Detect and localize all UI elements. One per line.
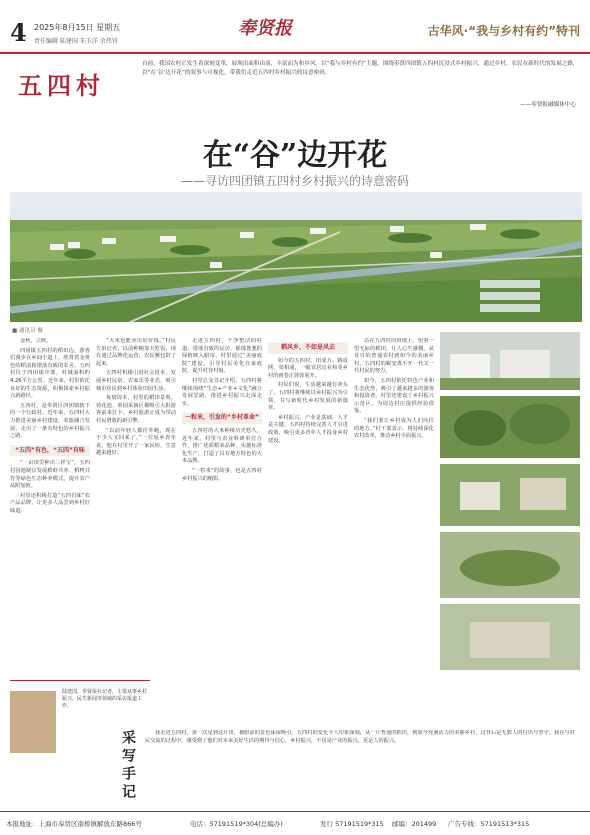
aerial-village-photo	[10, 192, 582, 322]
column-paragraph: 村里还积极打造“五四有味”农产品品牌，让更多人品尝到乡村好味道。	[10, 492, 90, 514]
section-heading: 一粒米，引发的“乡村革命”	[182, 412, 262, 424]
village-name: 五四村	[18, 71, 105, 100]
footer-address: 本报地址：上海市奉贤区南桥镇解放东路866号	[6, 820, 142, 828]
essay-title: 采写手记	[120, 730, 136, 802]
newspaper-logo: 奉贤报	[238, 18, 292, 39]
footer-tel: 电话：57191519*304(总编办)	[190, 820, 283, 828]
editors-line: 责任编辑 陆建国 朱玉洋 余伟钊	[34, 38, 118, 45]
inset-photos-image	[440, 332, 580, 670]
essay-paragraph: 我走进五四村，第一次见到这片田，被眼前的景色深深吸引。五四村的变化令人印象深刻，从一片普通的稻田，到如今充满活力的美丽乡村，这背后是无数人的付出与坚守。我在与村民交流的过程中，感受到了他们对未来美好生活的期待与信心。乡村振兴，不仅是产业的振兴，更是人的振兴。	[145, 730, 575, 744]
journalist-portrait	[10, 691, 56, 753]
column-paragraph: “大米也能卖出好价钱。”村民告诉记者，以前种粮靠天吃饭，现在通过品牌化运营，农民腰包鼓了起来。	[96, 338, 176, 367]
column-paragraph: “以前年轻人都往外跑，现在不少人又回来了。”一位返乡青年说，他在村里开了一家民宿，生意越来越好。	[96, 427, 176, 457]
column-paragraph: 金秋，立秋。	[20, 338, 52, 344]
column-paragraph: 五四村的大米种植历史悠久。近年来，村里与农业科研单位合作，推广优质稻米品种，实施标准化生产，打造了具有地方特色的大米品牌。	[182, 427, 262, 465]
column-paragraph: 走进五四村，干净整洁的村道、错落有致的民居、郁郁葱葱的绿植映入眼帘。村里通过“美丽庭院”建设，引导村民美化自家庭院，提升村容村貌。	[182, 338, 262, 375]
column-paragraph: 村党总支书记介绍，五四村将继续围绕“生态+产业+文化”融合发展思路，推进乡村振兴走深走实。	[182, 377, 262, 407]
journalist-note: 陆建国，奉贤报社记者，主要从事乡村振兴、民生新闻等领域的采访报道工作。	[62, 689, 148, 709]
column-paragraph: 四团镇五四村的稻田边，游客们漫步在乡间小道上，欣赏着金黄色的稻浪和错落有致的农舍。五四村位于四团镇中部，村域面积约4.26平方公里。近年来，村里依托良好的生态资源，积极探索乡村振兴新路径。	[10, 347, 90, 400]
article-column-1	[10, 338, 90, 678]
section-heading: “五四”有色，“五四”有味	[10, 445, 90, 457]
column-paragraph: 如今，五四村依托特色产业和生态优势，吸引了越来越多的游客和投资者。村里还建设了乡村振兴示范区，为周边村庄提供经验借鉴。	[354, 377, 434, 415]
column-paragraph: 乡村振兴，产业是基础，人才是关键。五四村持续完善人才引进政策，吸引更多青年人才投身乡村建设。	[268, 414, 348, 444]
page-number: 4	[10, 18, 27, 47]
column-paragraph: “一粒米”的故事，也是五四村乡村振兴的缩影。	[182, 467, 262, 482]
headline: 在“谷”边开花	[202, 138, 388, 173]
column-paragraph: 五四村，是奉贤区四团镇辖下的一个行政村。近年来，五四村大力推进美丽乡村建设，农旅融合发展，走出了一条有特色的乡村振兴之路。	[10, 402, 90, 440]
column-paragraph: 每到周末，村里的稻田景观、荷花池、果园采摘区都吸引大批游客前来打卡。乡村旅游正成为带动村民增收的新引擎。	[96, 395, 176, 424]
article-column-3	[182, 338, 262, 678]
essay-body	[145, 730, 575, 806]
column-paragraph: 站在五四村的田埂上，望着一望无际的稻田，让人心生感慨。从昔日的普通农村到如今的美丽乡村，五四村的蜕变离不开一代又一代村民的努力。	[354, 338, 434, 375]
subheadline: ——寻访四团镇五四村乡村振兴的诗意密码	[180, 174, 409, 188]
date-line: 2025年8月15日 星期五	[34, 23, 121, 32]
page-footer	[0, 811, 590, 835]
inset-photo-stack	[440, 332, 580, 670]
column-paragraph: 五四村积极引进社会资本，发展乡村民宿、农家乐等业态，吸引城市居民到乡村体验田园生活。	[96, 370, 176, 392]
feature-signature: ——奉贤报融媒体中心	[520, 102, 576, 108]
column-paragraph: 村民们说，生活越来越有奔头了。五四村将继续以乡村振兴为引领，书写新时代乡村发展的新篇章。	[268, 382, 348, 412]
aerial-photo-image	[10, 192, 582, 322]
column-paragraph: “一亩田里种出三样宝”。五四村因地制宜发展稻虾共养、稻鸭共作等绿色生态种养模式，提升农产品附加值。	[10, 460, 90, 490]
footer-ad-tel: 广告专线：57191513*315	[448, 820, 530, 828]
article-column-4	[268, 338, 348, 678]
article-column-2	[96, 338, 176, 678]
article-column-5	[354, 338, 434, 678]
column-paragraph: “我们要让乡村成为人们向往的地方。”村干部表示，将持续深化农村改革，推动乡村全面振兴。	[354, 417, 434, 440]
page-header	[0, 0, 590, 54]
column-paragraph: 如今的五四村，田成方、路成网、渠相通，一幅宜居宜业和美乡村的画卷正徐徐展开。	[268, 357, 348, 379]
photo-credit: ■ 通讯员 摄	[12, 328, 43, 334]
special-edition-title: 古华风·“我与乡村有约”特刊	[427, 24, 580, 38]
section-heading: 稻风乡，不如是风去	[268, 342, 348, 354]
footer-distribution: 发行 57191519*315	[320, 820, 384, 828]
footer-postcode: 邮编：201499	[392, 820, 437, 828]
feature-intro: 自前，我国农村正发生着深刻变革，展现出面积由南，丰富而为和乡风。以“我与乡村有约”主题，围绕奉贤四团镇五四村沉浸式乡村振兴，通过乡村、农民在新时代的发展之路，以“在‘谷’边开花”的叙事与可视化，带我们走近五四村乡村振兴的诗意密码。	[142, 61, 579, 76]
